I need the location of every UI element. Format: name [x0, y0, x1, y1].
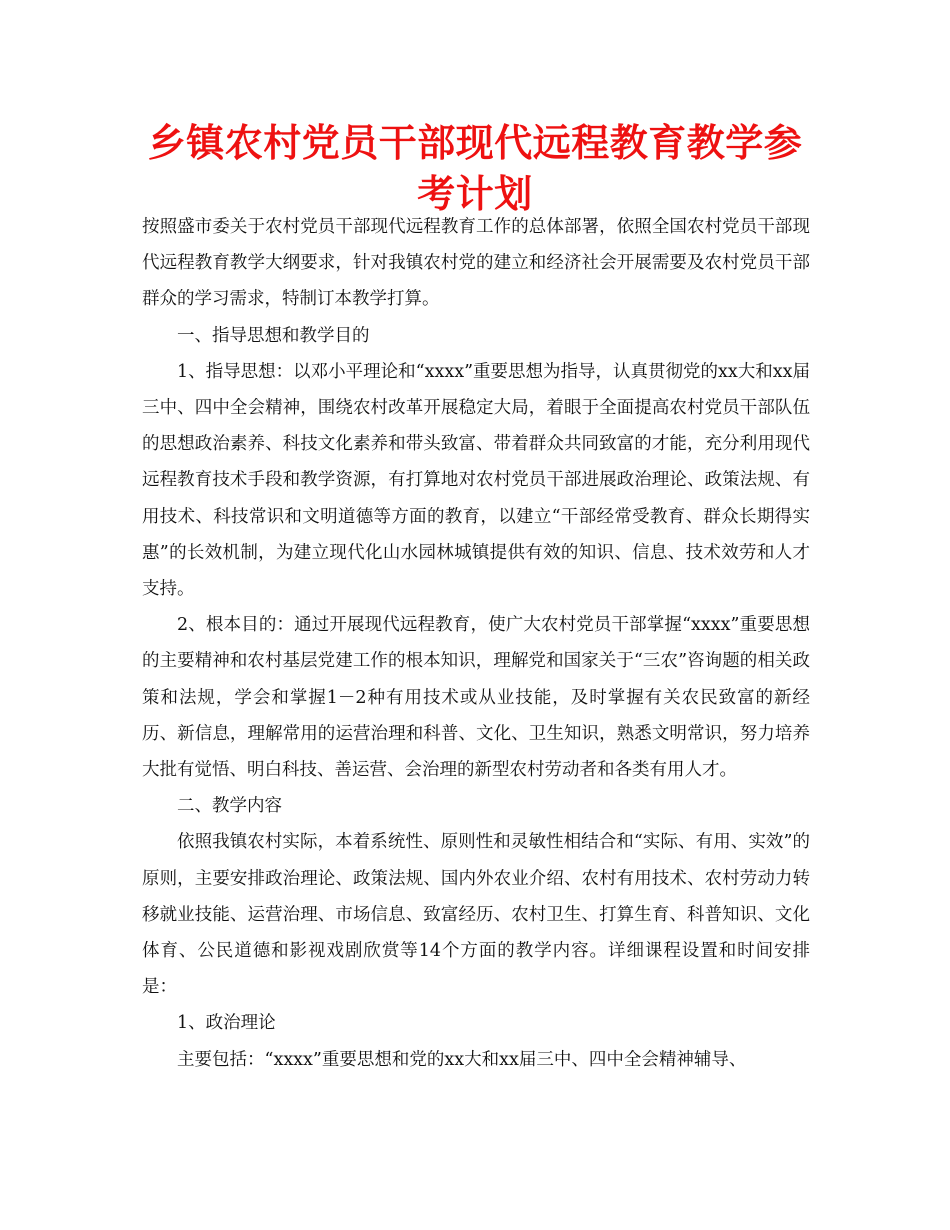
- subsection-heading-political-theory: 1、政治理论: [177, 1013, 276, 1034]
- document-body: [142, 209, 810, 1078]
- paragraph-basic-goal: 2、根本目的：通过开展现代远程教育，使广大农村党员干部掌握“xxxx”重要思想的主要精神和农村基层党建工作的根本知识，理解党和国家关于“三农”咨询题的相关政策和法规，学会和掌握1－2种有用技术或从业技能，及时掌握有关农民致富的新经历、新信息，理解常用的运营治理和科普、文化、卫生知识，熟悉文明常识，努力培养大批有觉悟、明白科技、善运营、会治理的新型农村劳动者和各类有用人才。: [142, 615, 810, 781]
- section-heading-teaching-content: 二、教学内容: [177, 796, 282, 817]
- section-heading-guiding-thought: 一、指导思想和教学目的: [177, 325, 370, 346]
- paragraph-intro: 按照盛市委关于农村党员干部现代远程教育工作的总体部署，依照全国农村党员干部现代远程教育教学大纲要求，针对我镇农村党的建立和经济社会开展需要及农村党员干部群众的学习需求，特制订本教学打算。: [142, 217, 810, 310]
- paragraph-political-theory: 主要包括：“xxxx”重要思想和党的xx大和xx届三中、四中全会精神辅导、: [177, 1049, 747, 1070]
- document-title: 乡镇农村党员干部现代远程教育教学参考计划: [147, 121, 803, 216]
- paragraph-teaching-content: 依照我镇农村实际，本着系统性、原则性和灵敏性相结合和“实际、有用、实效”的原则，主要安排政治理论、政策法规、国内外农业介绍、农村有用技术、农村劳动力转移就业技能、运营治理、市场信息、致富经历、农村卫生、打算生育、科普知识、文化体育、公民道德和影视戏剧欣赏等14个方面的教学内容。详细课程设置和时间安排是：: [142, 832, 810, 998]
- paragraph-guiding-thought: 1、指导思想：以邓小平理论和“xxxx”重要思想为指导，认真贯彻党的xx大和xx届三中、四中全会精神，围绕农村改革开展稳定大局，着眼于全面提高农村党员干部队伍的思想政治素养、科技文化素养和带头致富、带着群众共同致富的才能，充分利用现代远程教育技术手段和教学资源，有打算地对农村党员干部进展政治理论、政策法规、有用技术、科技常识和文明道德等方面的教育，以建立“干部经常受教育、群众长期得实惠”的长效机制，为建立现代化山水园林城镇提供有效的知识、信息、技术效劳和人才支持。: [142, 361, 810, 600]
